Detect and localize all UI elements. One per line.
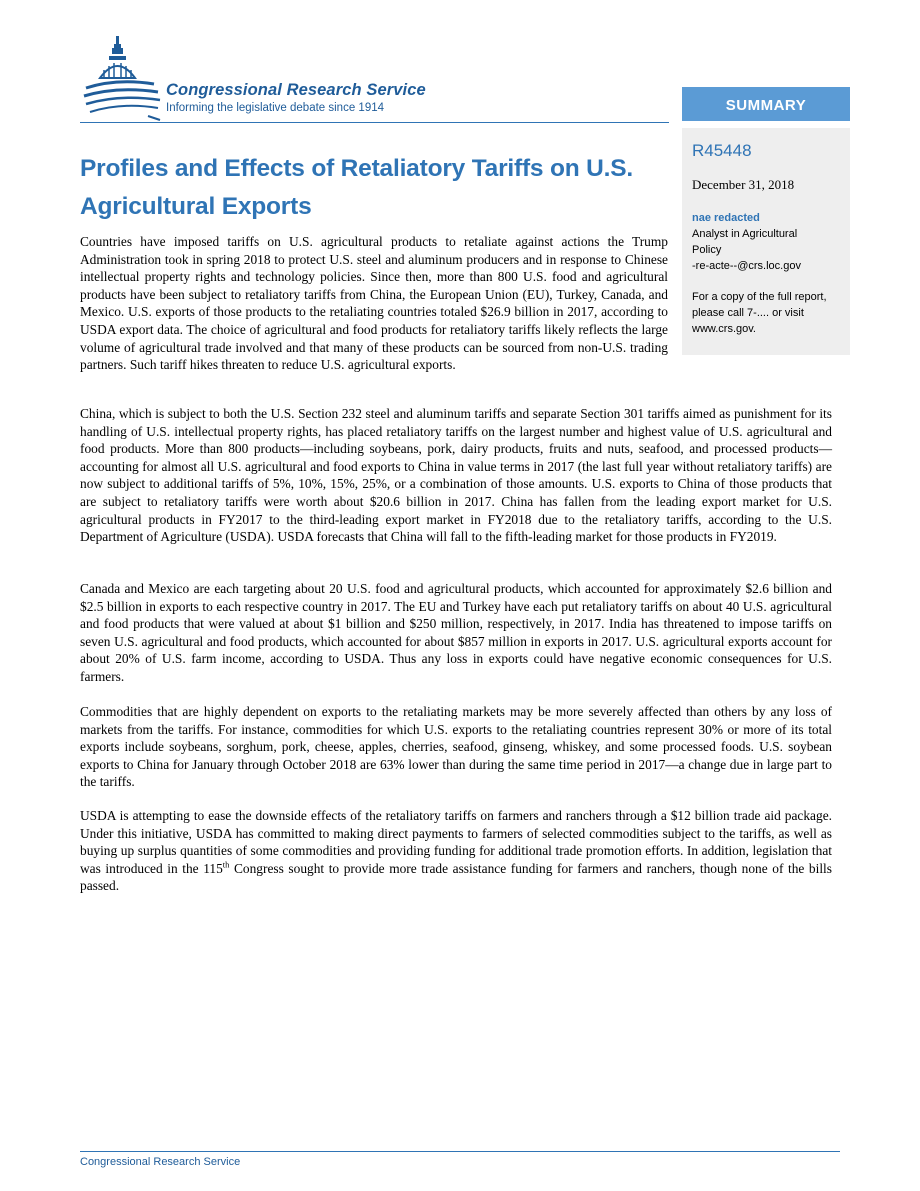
crs-logo [80, 36, 470, 122]
report-number: R45448 [692, 141, 752, 160]
author-title-1: Analyst in Agricultural [692, 228, 798, 240]
ordinal-superscript: th [222, 859, 230, 870]
summary-sidebar [682, 128, 850, 355]
footer-divider [80, 1151, 840, 1152]
summary-tab: SUMMARY [682, 87, 850, 121]
document-title: Profiles and Effects of Retaliatory Tariffs on U.S. Agricultural Exports [80, 155, 633, 220]
paragraph-2: China, which is subject to both the U.S. Section 232 steel and aluminum tariffs and separate Section 301 tariffs aimed as punishment for its handling of U.S. intellectual property rights, has placed retaliatory tariffs on the largest number and highest value of U.S. agricultural and food products. More than 800 products—including soybeans, pork, dairy products, fruits and nuts, seafood, and processed products—accounting for almost all U.S. agricultural and food exports to China in value terms in 2017 (the last full year without retaliatory tariffs) are now subject to additional tariffs of 5%, 10%, 15%, 25%, or a combination of those amounts. U.S. exports to China of those products that are subject to retaliatory tariffs were worth about $20.6 billion in 2017. China has fallen from the leading export market for U.S. agricultural products in FY2017 to the third-leading export market in FY2018 due to the retaliatory tariffs, according to the U.S. Department of Agriculture (USDA). USDA forecasts that China will fall to the fifth-leading market for those products in FY2019. [80, 406, 832, 545]
author-title-2: Policy [692, 244, 722, 256]
paragraph-5-part-2: Congress sought to provide more trade assistance funding for farmers and ranchers, though none of the bills passed. [80, 860, 832, 894]
author-name: nae redacted [692, 212, 760, 224]
org-tagline: Informing the legislative debate since 1914 [166, 102, 385, 114]
footer-org-name: Congressional Research Service [80, 1156, 241, 1168]
author-email: -re-acte--@crs.loc.gov [692, 260, 801, 272]
paragraph-4: Commodities that are highly dependent on exports to the retaliating markets may be more severely affected than others by any loss of markets from the tariffs. For instance, commodities for which U.S. exports to the retaliating countries represent 30% or more of its total exports include soybeans, sorghum, pork, cheese, apples, cherries, seafood, ginseng, whiskey, and some processed foods. U.S. soybean exports to China for January through October 2018 are 63% lower than during the same time period in 2017—a change due in large part to the tariffs. [80, 704, 832, 790]
paragraph-5 [80, 807, 832, 895]
header-divider [80, 122, 669, 123]
paragraph-1: Countries have imposed tariffs on U.S. agricultural products to retaliate against actions the Trump Administration took in spring 2018 to protect U.S. steel and aluminum producers and in response to Chinese intellectual property rights and technology policies. Since then, more than 800 U.S. food and agricultural products have been subject to retaliatory tariffs from China, the European Union (EU), Turkey, Canada, and Mexico. U.S. exports of those products to the retaliating countries totaled $26.9 billion in 2017, according to USDA export data. The choice of agricultural and food products for retaliatory tariffs likely reflects the large volume of agricultural trade involved and that many of these products can be sourced from non-U.S. trading partners. Such tariff hikes threaten to reduce U.S. agricultural exports. [80, 234, 668, 373]
copy-note: For a copy of the full report, please call 7-.... or visit www.crs.gov. [692, 291, 827, 335]
paragraph-5-part-1: USDA is attempting to ease the downside effects of the retaliatory tariffs on farmers and ranchers through a $12 billion trade aid package. Under this initiative, USDA has committed to making direct payments to farmers of selected commodities subject to the tariffs, as well as buying up surplus quantities of some commodities and providing funding for additional trade promotion efforts. In addition, legislation that was introduced in the 115 [80, 808, 832, 876]
org-name: Congressional Research Service [166, 81, 426, 99]
report-date: December 31, 2018 [692, 177, 795, 192]
paragraph-3: Canada and Mexico are each targeting about 20 U.S. food and agricultural products, which accounted for approximately $2.6 billion and $2.5 billion in exports to each respective country in 2017. The EU and Turkey have each put retaliatory tariffs on about 40 U.S. agricultural and food products that were valued at about $1 billion and $250 million, respectively, in 2017. India has threatened to impose tariffs on seven U.S. agricultural and food products, which accounted for about $857 million in exports in 2017. U.S. agricultural exports account for about 20% of U.S. farm income, according to USDA. Thus any loss in exports could have negative economic consequences for U.S. farmers. [80, 581, 832, 684]
capitol-dome-icon [82, 36, 162, 122]
